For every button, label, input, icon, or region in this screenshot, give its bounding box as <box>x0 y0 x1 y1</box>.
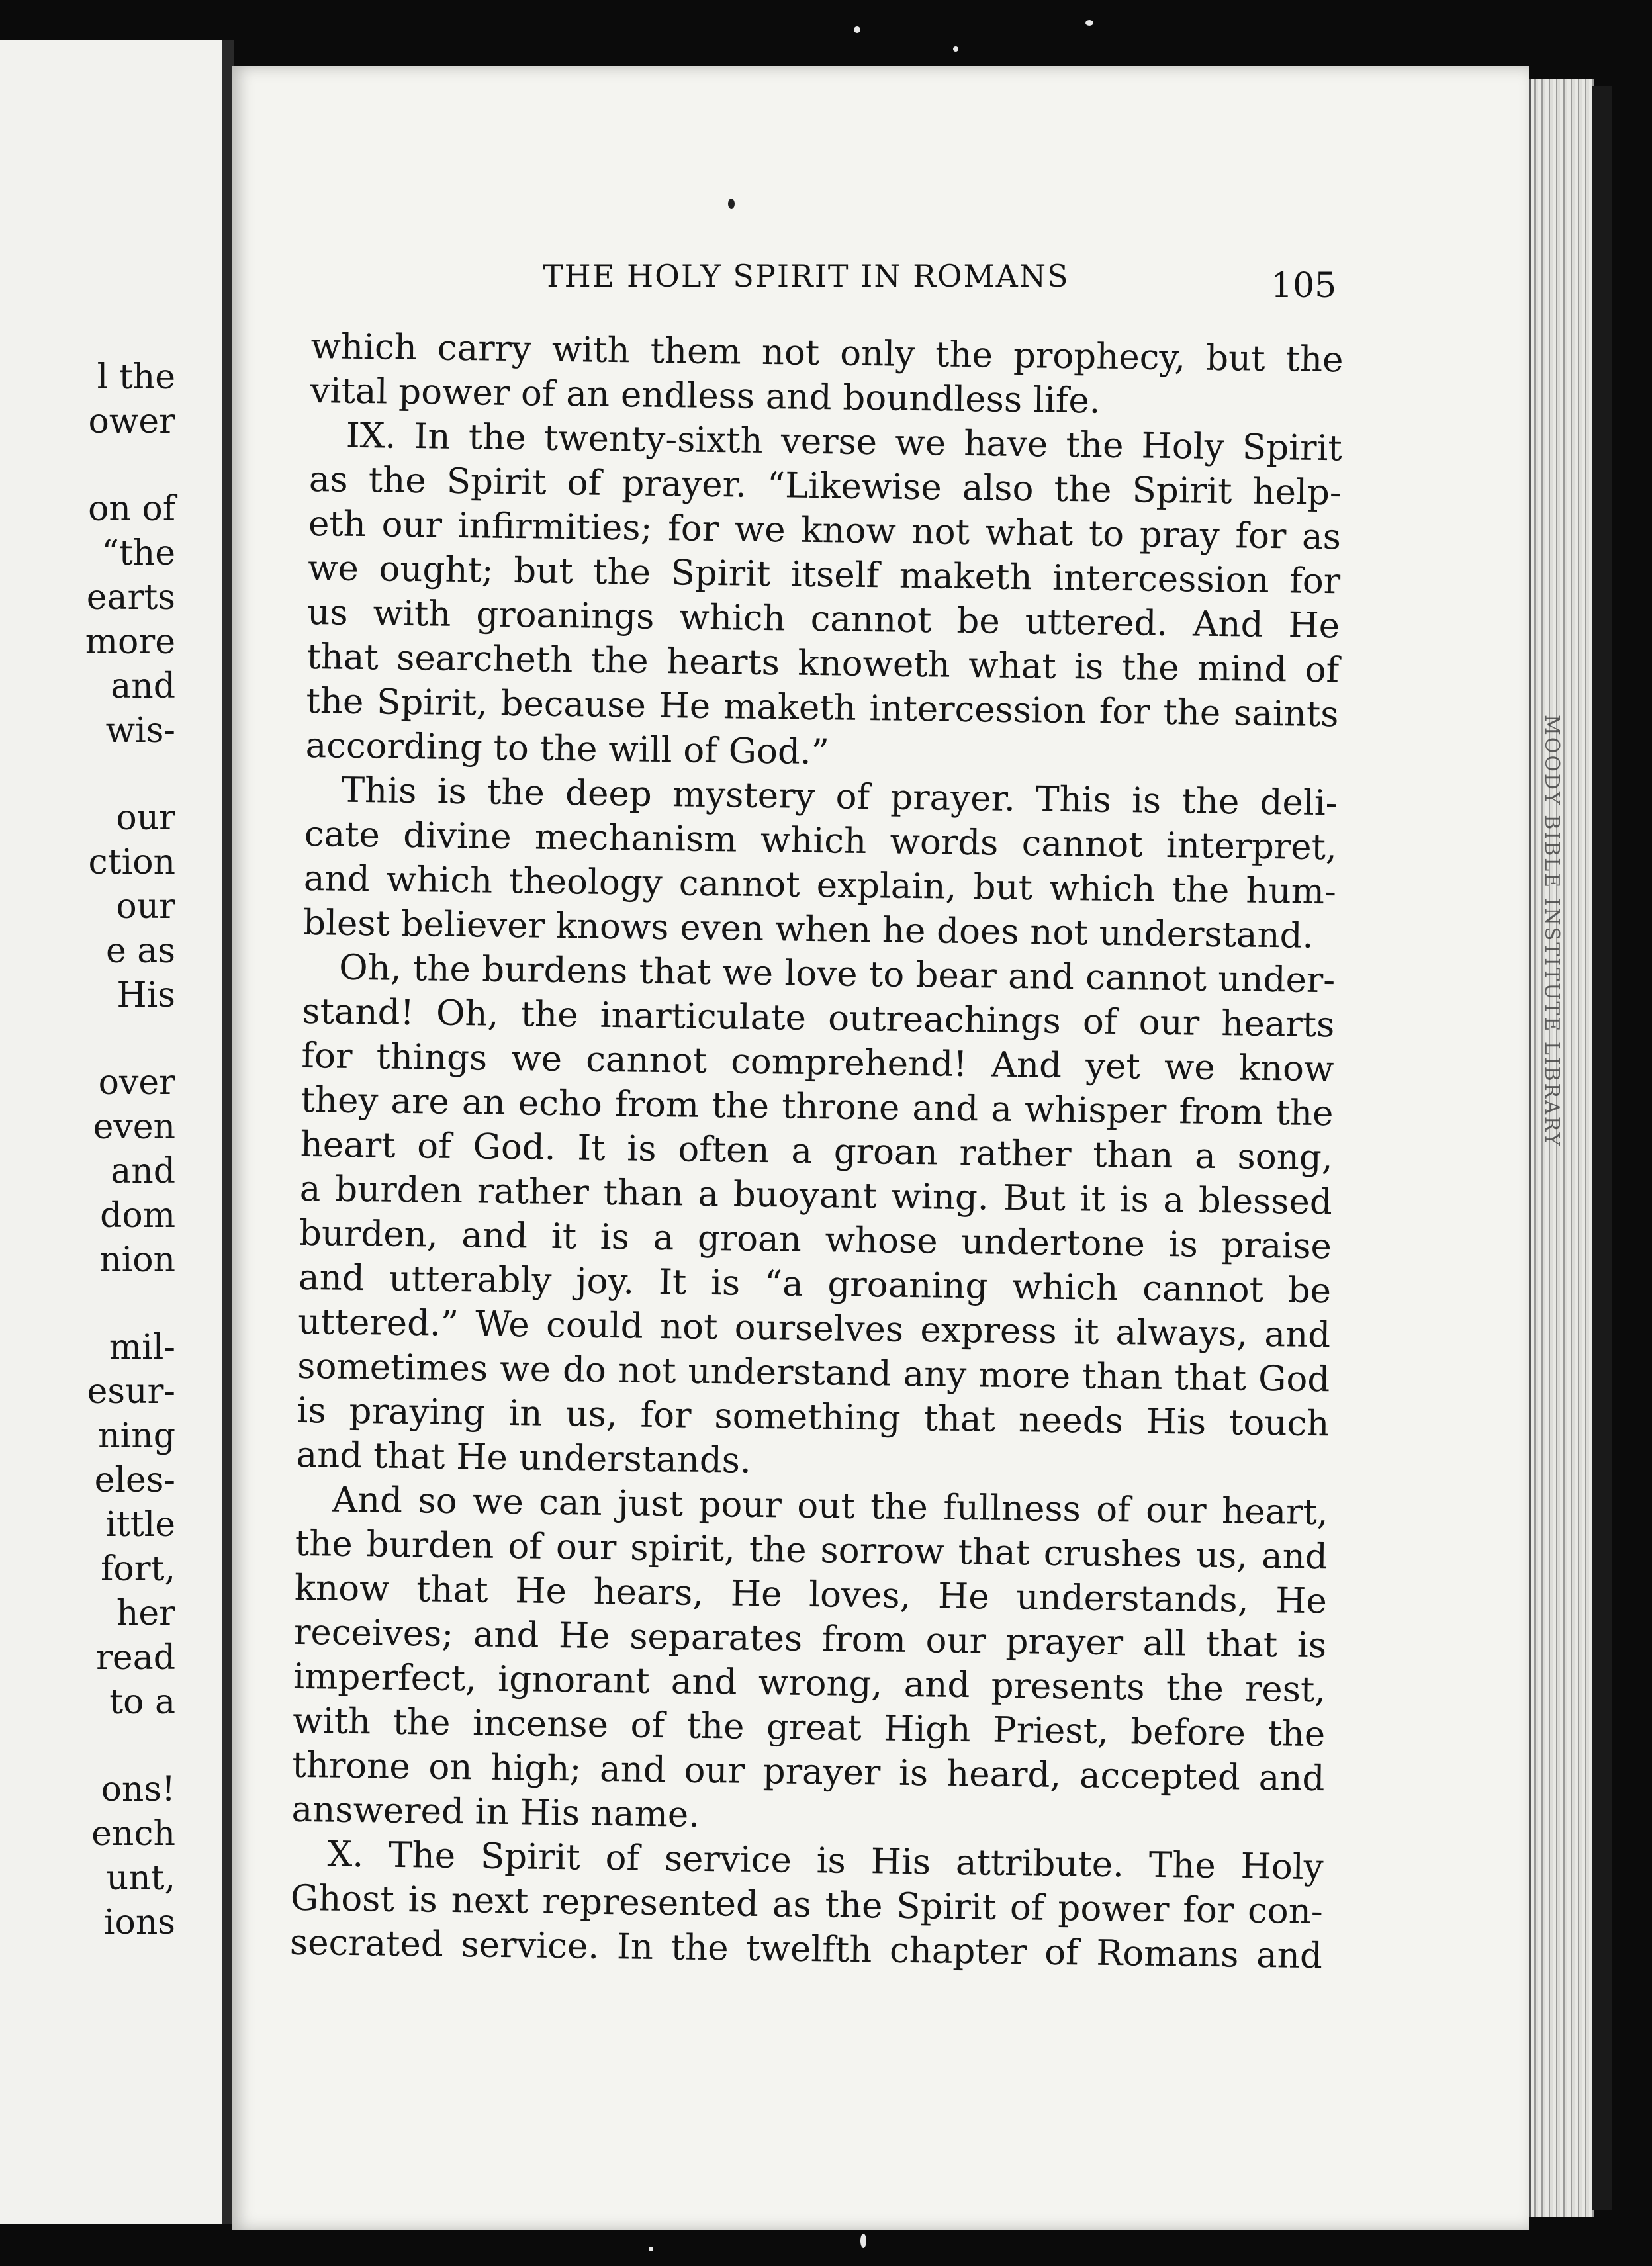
library-stamp: MOODY BIBLE INSTITUTE LIBRARY <box>1540 715 1563 1148</box>
body-line: uttered.” We could not ourselves express it always, and <box>297 1301 1331 1356</box>
body-line: cate divine mechanism which words cannot interpret, <box>304 813 1338 868</box>
running-head: THE HOLY SPIRIT IN ROMANS <box>543 258 1070 294</box>
body-line: and utterably joy. It is “a groaning which cannot be <box>298 1257 1332 1312</box>
facing-page-left <box>0 40 226 2224</box>
page-number: 105 <box>1271 266 1337 306</box>
left-page-fragment: earts <box>86 578 175 617</box>
body-line: X. The Spirit of service is His attribute. The Holy <box>327 1834 1324 1888</box>
body-line: heart of God. It is often a groan rather than a song, <box>300 1124 1334 1179</box>
body-line: answered in His name. <box>291 1789 700 1835</box>
body-line: vital power of an endless and boundless life. <box>310 370 1101 422</box>
page-block-edge <box>1529 79 1594 2217</box>
left-page-fragment: esur- <box>87 1372 175 1412</box>
body-line: secrated service. In the twelfth chapter of Romans and <box>289 1922 1323 1977</box>
body-line: us with groanings which cannot be uttered. And He <box>306 592 1340 647</box>
left-page-fragment: ions <box>103 1903 175 1942</box>
body-line: This is the deep mystery of prayer. This is the deli- <box>341 770 1338 824</box>
body-line: And so we can just pour out the fullness of our heart, <box>332 1479 1329 1533</box>
body-line: IX. In the twenty-sixth verse we have the Holy Spirit <box>345 415 1343 469</box>
body-line: stand! Oh, the inarticulate outreachings of our hearts <box>302 991 1335 1046</box>
film-speck <box>1085 20 1093 26</box>
print-speck <box>728 199 735 209</box>
film-speck <box>649 2247 653 2251</box>
left-page-fragment: ench <box>91 1814 175 1854</box>
left-page-fragment: eles- <box>94 1461 175 1500</box>
left-page-fragment: and <box>111 666 175 706</box>
left-page-fragment: e as <box>106 931 175 971</box>
left-page-fragment: unt, <box>106 1858 175 1898</box>
left-page-fragment: our <box>116 798 175 838</box>
body-line: receives; and He separates from our prayer all that is <box>293 1611 1327 1666</box>
left-page-fragment: read <box>96 1638 175 1678</box>
left-page-fragment: wis- <box>105 711 175 750</box>
body-line: imperfect, ignorant and wrong, and presents the rest, <box>293 1656 1326 1711</box>
left-page-fragment: our <box>116 887 175 927</box>
body-line: eth our infirmities; for we know not what to pray for as <box>308 503 1342 558</box>
body-line: and which theology cannot explain, but which the hum- <box>303 858 1337 913</box>
left-page-fragment: her <box>116 1594 175 1633</box>
body-line: know that He hears, He loves, He understands, He <box>294 1567 1328 1622</box>
film-speck <box>953 46 958 52</box>
left-page-fragment: more <box>85 622 175 662</box>
left-page-fragment: “the <box>101 533 175 573</box>
body-line: according to the will of God.” <box>305 725 830 773</box>
left-page-fragment: His <box>116 975 175 1015</box>
left-page-fragment: over <box>98 1063 175 1103</box>
left-page-fragment: to a <box>109 1682 175 1722</box>
body-line: we ought; but the Spirit itself maketh intercession for <box>307 547 1341 602</box>
body-line: they are an echo from the throne and a whisper from the <box>300 1079 1334 1134</box>
left-page-fragment: mil- <box>109 1328 175 1367</box>
body-line: Oh, the burdens that we love to bear and cannot under- <box>338 947 1336 1001</box>
body-line: is praying in us, for something that needs His touch <box>297 1390 1330 1445</box>
body-line: the Spirit, because He maketh intercession for the saints <box>306 680 1339 735</box>
body-line: that searcheth the hearts knoweth what is the mind of <box>306 636 1340 691</box>
film-speck <box>860 2234 866 2248</box>
left-page-fragment: fort, <box>101 1549 175 1589</box>
left-page-fragment: on of <box>88 489 175 529</box>
body-line: and that He understands. <box>296 1434 752 1481</box>
body-line: with the incense of the great High Priest, before the <box>292 1700 1326 1755</box>
body-text <box>290 324 1344 1978</box>
body-line: the burden of our spirit, the sorrow that crushes us, and <box>295 1523 1328 1578</box>
film-speck <box>854 26 860 33</box>
left-page-fragment: ction <box>88 842 175 882</box>
left-page-fragment: nion <box>99 1240 175 1280</box>
body-line: throne on high; and our prayer is heard, accepted and <box>292 1745 1325 1799</box>
left-page-fragment: ower <box>88 402 175 441</box>
body-line: burden, and it is a groan whose undertone is praise <box>298 1212 1332 1267</box>
left-page-fragment: and <box>111 1152 175 1191</box>
body-line: for things we cannot comprehend! And yet we know <box>301 1035 1334 1090</box>
body-line: which carry with them not only the prophecy, but the <box>310 326 1344 381</box>
body-line: Ghost is next represented as the Spirit of power for con- <box>290 1878 1324 1932</box>
page-edge-shadow <box>1592 86 1612 2210</box>
body-line: a burden rather than a buoyant wing. But it is a blessed <box>299 1168 1333 1223</box>
left-page-fragment: ittle <box>105 1505 175 1545</box>
left-page-fragment: even <box>93 1107 175 1147</box>
left-page-fragment: l the <box>97 357 175 397</box>
left-page-fragment: dom <box>100 1196 175 1236</box>
body-line: sometimes we do not understand any more than that God <box>297 1345 1330 1400</box>
body-line: blest believer knows even when he does not understand. <box>302 902 1314 956</box>
left-page-fragment: ons! <box>101 1770 175 1809</box>
body-line: as the Spirit of prayer. “Likewise also the Spirit help- <box>308 459 1342 514</box>
left-page-fragment: ning <box>98 1416 175 1456</box>
